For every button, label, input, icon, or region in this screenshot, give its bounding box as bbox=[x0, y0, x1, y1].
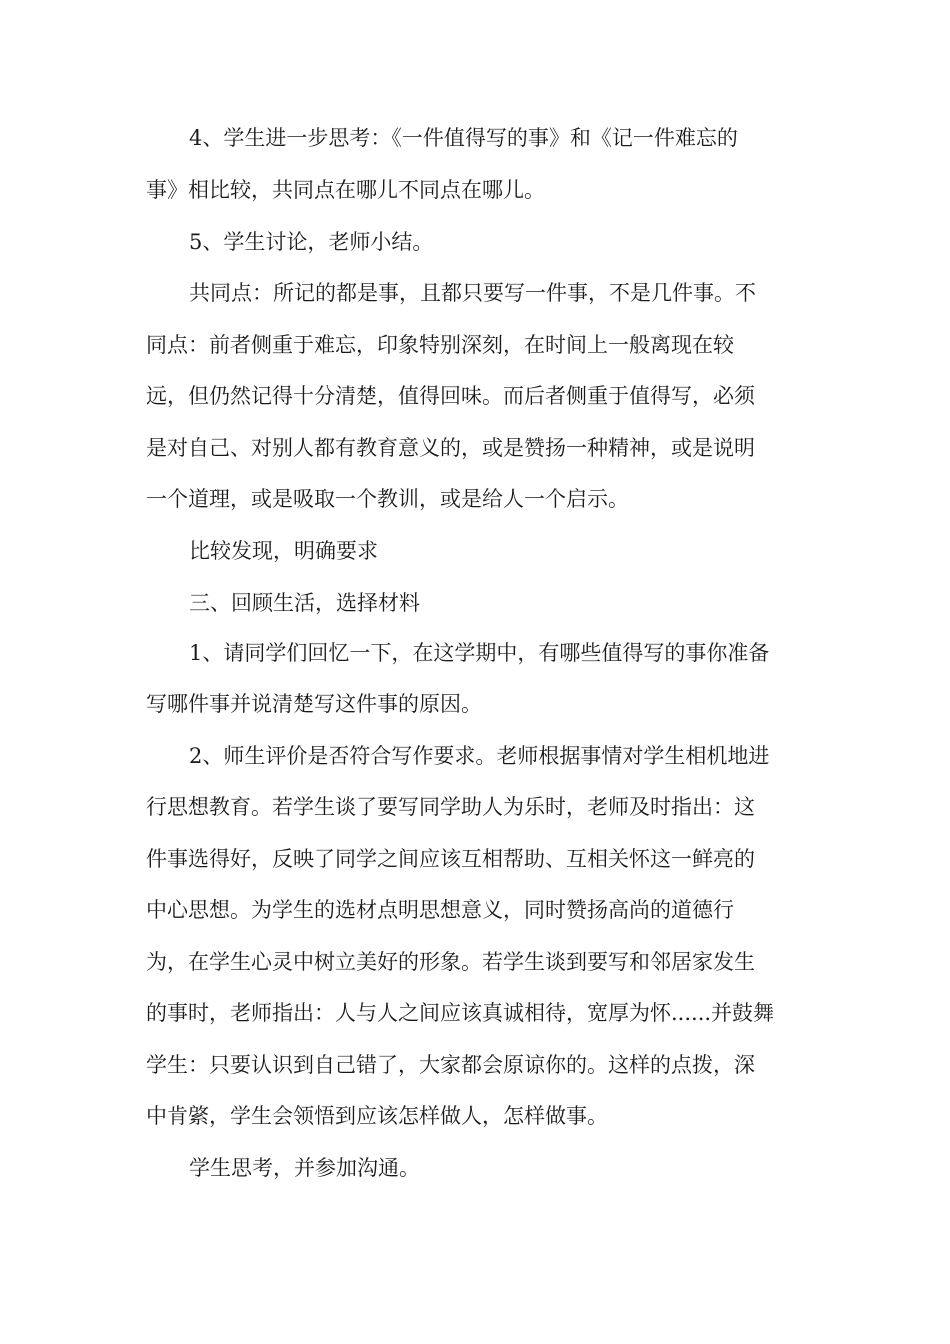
paragraph-line: 1、请同学们回忆一下，在这学期中，有哪些值得写的事你准备 bbox=[189, 641, 770, 665]
paragraph-line: 比较发现，明确要求 bbox=[189, 539, 378, 563]
paragraph-line: 远，但仍然记得十分清楚，值得回味。而后者侧重于值得写，必须 bbox=[146, 384, 755, 408]
paragraph-line: 事》相比较，共同点在哪儿不同点在哪儿。 bbox=[146, 178, 545, 202]
section-heading: 三、回顾生活，选择材料 bbox=[189, 591, 420, 615]
paragraph-line: 为，在学生心灵中树立美好的形象。若学生谈到要写和邻居家发生 bbox=[146, 950, 755, 974]
paragraph-line: 学生：只要认识到自己错了，大家都会原谅你的。这样的点拨，深 bbox=[146, 1053, 755, 1077]
paragraph-line: 一个道理，或是吸取一个教训，或是给人一个启示。 bbox=[146, 487, 629, 511]
paragraph-line: 件事选得好，反映了同学之间应该互相帮助、互相关怀这一鲜亮的 bbox=[146, 847, 755, 871]
paragraph-line: 5、学生讨论，老师小结。 bbox=[189, 230, 434, 254]
paragraph-line: 共同点：所记的都是事，且都只要写一件事，不是几件事。不 bbox=[189, 281, 756, 305]
paragraph-line: 4、学生进一步思考：《一件值得写的事》和《记一件难忘的 bbox=[189, 126, 738, 150]
paragraph-line: 写哪件事并说清楚写这件事的原因。 bbox=[146, 692, 482, 716]
paragraph-line: 2、师生评价是否符合写作要求。老师根据事情对学生相机地进 bbox=[189, 744, 770, 768]
paragraph-line: 的事时，老师指出：人与人之间应该真诚相待，宽厚为怀......并鼓舞 bbox=[146, 1001, 775, 1025]
paragraph-line: 是对自己、对别人都有教育意义的，或是赞扬一种精神，或是说明 bbox=[146, 436, 755, 460]
paragraph-line: 同点：前者侧重于难忘，印象特别深刻，在时间上一般离现在较 bbox=[146, 333, 734, 357]
paragraph-line: 中心思想。为学生的选材点明思想意义，同时赞扬高尚的道德行 bbox=[146, 898, 734, 922]
paragraph-line: 学生思考，并参加沟通。 bbox=[189, 1156, 420, 1180]
paragraph-line: 行思想教育。若学生谈了要写同学助人为乐时，老师及时指出：这 bbox=[146, 795, 755, 819]
paragraph-line: 中肯綮，学生会领悟到应该怎样做人，怎样做事。 bbox=[146, 1104, 608, 1128]
